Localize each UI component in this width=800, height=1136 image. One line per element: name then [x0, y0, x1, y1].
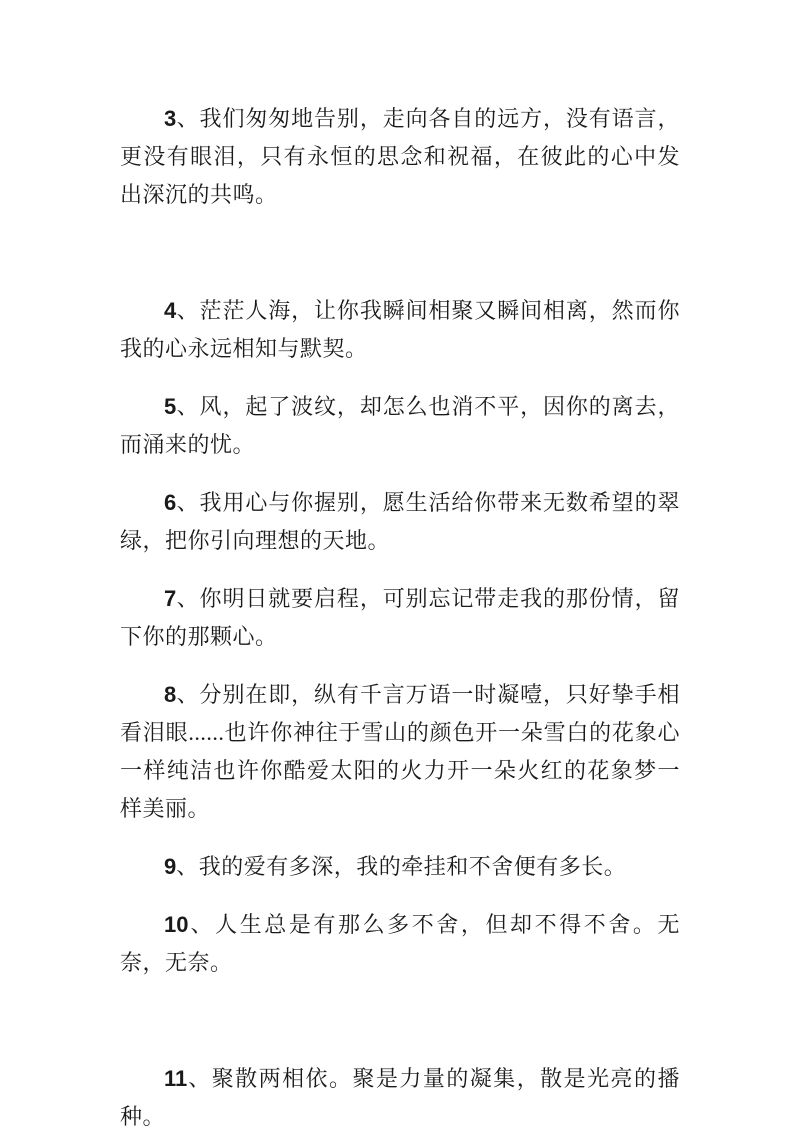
quote-text: 分别在即，纵有千言万语一时凝噎，只好挚手相看泪眼......也许你神往于雪山的颜色开一朵雪白的花象心一样纯洁也许你酷爱太阳的火力开一朵火红的花象梦一样美丽。	[120, 682, 680, 821]
quote-paragraph: 7、你明日就要启程，可别忘记带走我的那份情，留下你的那颗心。	[120, 586, 680, 649]
quote-list	[120, 100, 680, 1136]
quote-text: 聚散两相依。聚是力量的凝集，散是光亮的播种。	[120, 1066, 680, 1129]
quote-text: 茫茫人海，让你我瞬间相聚又瞬间相离，然而你我的心永远相知与默契。	[120, 298, 680, 361]
quote-paragraph: 9、我的爱有多深，我的牵挂和不舍便有多长。	[164, 854, 627, 879]
quote-text: 风，起了波纹，却怎么也消不平，因你的离去，而涌来的忧。	[120, 394, 680, 457]
blank-line	[120, 1002, 680, 1040]
quote-number: 10	[164, 912, 189, 937]
quote-number: 3	[164, 106, 177, 131]
blank-line	[120, 234, 680, 272]
quote-text: 我们匆匆地告别，走向各自的远方，没有语言，更没有眼泪，只有永恒的思念和祝福，在彼此的心中发出深沉的共鸣。	[120, 106, 680, 207]
quote-number: 5	[164, 394, 177, 419]
quote-number: 11	[164, 1066, 188, 1091]
quote-paragraph: 4、茫茫人海，让你我瞬间相聚又瞬间相离，然而你我的心永远相知与默契。	[120, 298, 680, 361]
quote-text: 人生总是有那么多不舍，但却不得不舍。无奈，无奈。	[120, 912, 680, 975]
quote-number: 9	[164, 854, 177, 879]
quote-text: 我用心与你握别，愿生活给你带来无数希望的翠绿，把你引向理想的天地。	[120, 490, 680, 553]
quote-number: 7	[164, 586, 177, 611]
quote-number: 4	[164, 298, 177, 323]
quote-text: 我的爱有多深，我的牵挂和不舍便有多长。	[198, 854, 627, 879]
quote-paragraph: 5、风，起了波纹，却怎么也消不平，因你的离去，而涌来的忧。	[120, 394, 680, 457]
quote-text: 你明日就要启程，可别忘记带走我的那份情，留下你的那颗心。	[120, 586, 680, 649]
quote-paragraph: 6、我用心与你握别，愿生活给你带来无数希望的翠绿，把你引向理想的天地。	[120, 490, 680, 553]
quote-paragraph: 11、聚散两相依。聚是力量的凝集，散是光亮的播种。	[120, 1066, 680, 1129]
quote-number: 6	[164, 490, 177, 515]
quote-paragraph: 10、人生总是有那么多不舍，但却不得不舍。无奈，无奈。	[120, 912, 680, 975]
quote-number: 8	[164, 682, 177, 707]
quote-paragraph: 8、分别在即，纵有千言万语一时凝噎，只好挚手相看泪眼......也许你神往于雪山的颜色开一朵雪白的花象心一样纯洁也许你酷爱太阳的火力开一朵火红的花象梦一样美丽。	[120, 682, 680, 821]
quote-paragraph: 3、我们匆匆地告别，走向各自的远方，没有语言，更没有眼泪，只有永恒的思念和祝福，在彼此的心中发出深沉的共鸣。	[120, 106, 680, 207]
